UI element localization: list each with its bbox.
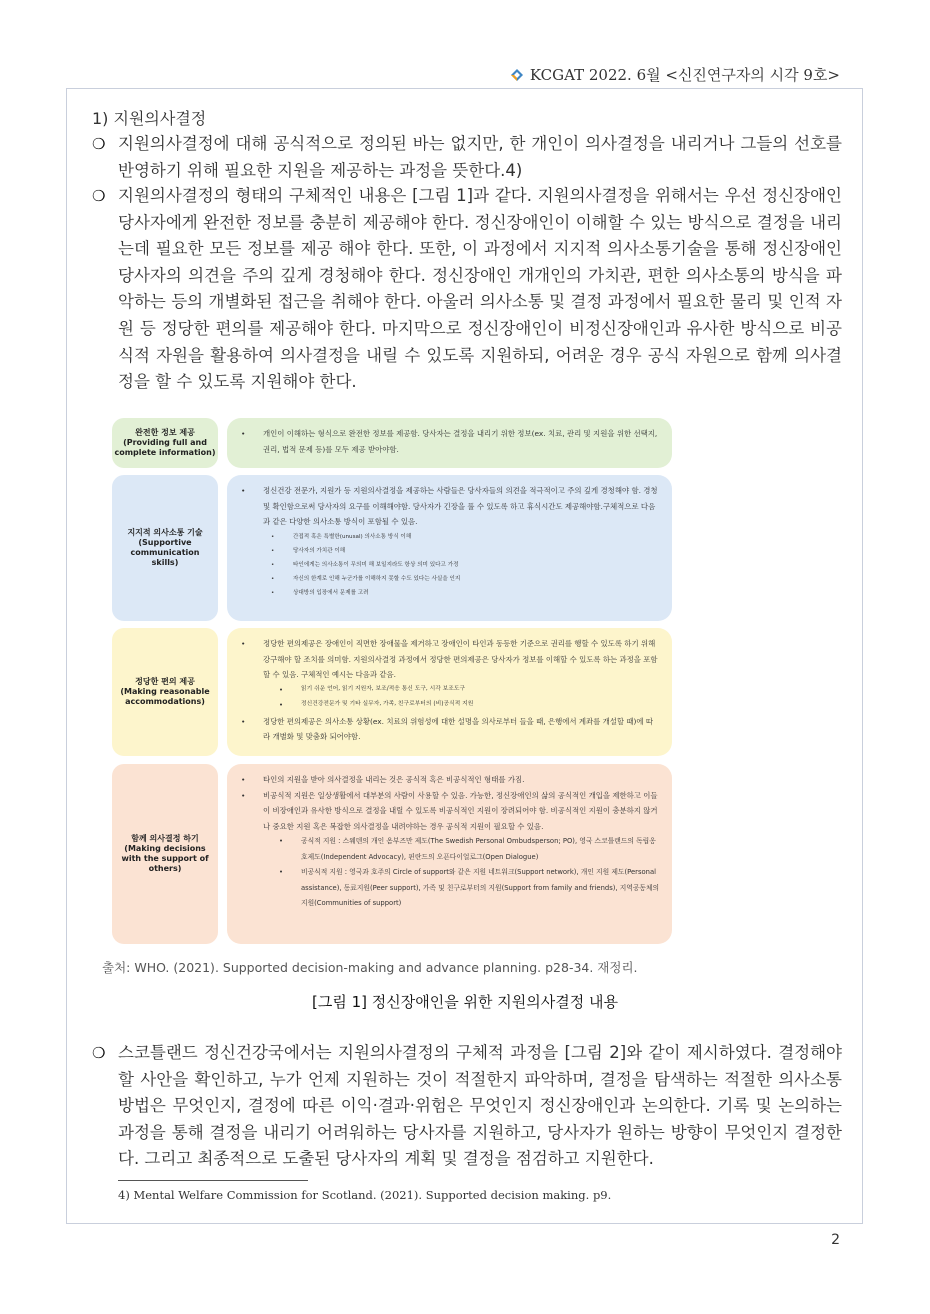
row-item [239, 714, 660, 745]
row-label: 정당한 편의 제공 (Making reasonable accommodations) [112, 628, 218, 756]
sub-item: • 정신건강전문가 및 기타 실무자, 가족, 친구로부터의 (비)공식적 지원 [239, 698, 660, 714]
page-number: 2 [831, 1232, 840, 1248]
row-item [239, 636, 660, 683]
sub-item: • 상대방의 입장에서 문제를 고려 [239, 586, 660, 600]
kcgat-logo-icon [510, 68, 524, 82]
sub-item-text: 상대방의 입장에서 문제를 고려 [293, 589, 369, 596]
sub-item: • 타인에게는 의사소통이 무의미 해 보일지라도 항상 의미 있다고 가정 [239, 558, 660, 572]
figure-source: 출처: WHO. (2021). Supported decision-making and advance planning. p28-34. 재정리. [102, 960, 638, 975]
circle-bullet-icon: ❍ [92, 1044, 106, 1062]
sub-item: • 간접적 혹은 특별한(unusal) 의사소통 방식 이해 [239, 530, 660, 544]
bullet-dot: • [241, 775, 246, 784]
bullet-paragraph-1 [92, 131, 842, 184]
bullet-dot: • [241, 486, 246, 495]
figure-caption: [그림 1] 정신장애인을 위한 지원의사결정 내용 [312, 993, 618, 1011]
sub-item-text: 비공식적 지원 : 영국과 호주의 Circle of support와 같은 지원 네트워크(Support network), 개인 지원 제도(Personal assistance), 동료지원(Peer support), 가족 및 친구로부터의 지원(Support from family and friends), 지역공동체의 지원(Communities of support) [301, 868, 660, 907]
header-text: KCGAT 2022. 6월 <신진연구자의 시각 9호> [529, 66, 840, 84]
bullet-paragraph-3 [92, 1040, 842, 1173]
row-label: 완전한 정보 제공 (Providing full and complete information) [112, 418, 218, 468]
row-item-text: 개인이 이해하는 형식으로 완전한 정보를 제공함. 당사자는 결정을 내리기 위한 정보(ex. 치료, 관리 및 지원을 위한 선택지, 권리, 법적 문제 등)를 모두 제공 받아야함. [263, 429, 658, 454]
footnote: 4) Mental Welfare Commission for Scotland. (2021). Supported decision making. p9. [118, 1188, 612, 1202]
row-label: 함께 의사결정 하기 (Making decisions with the support of others) [112, 764, 218, 944]
sub-item-text: 자신의 한계로 인해 누군가를 이해하지 못할 수도 있다는 사실을 인지 [293, 575, 461, 582]
sub-item: • 읽기 쉬운 언어, 읽기 지원자, 보조/적응 통신 도구, 시각 보조도구 [239, 683, 660, 699]
paragraph-text: 지원의사결정의 형태의 구체적인 내용은 [그림 1]과 같다. 지원의사결정을 위해서는 우선 정신장애인 당사자에게 완전한 정보를 충분히 제공해야 한다. 정신장애인이 이해할 수 있는 방식으로 결정을 내리는데 필요한 모든 정보를 제공 해야 한다. 또한, 이 과정에서 지지적 의사소통기술을 통해 정신장애인 당사자의 의견을 주의 깊게 경청해야 한다. 정신장애인 개개인의 가치관, 편한 의사소통의 방식을 파악하는 등의 개별화된 접근을 취해야 한다. 아울러 의사소통 및 결정 과정에서 필요한 물리 및 인적 자원 등 정당한 편의를 제공해야 한다. 마지막으로 정신장애인이 비정신장애인과 유사한 방식으로 비공식적 자원을 활용하여 의사결정을 내릴 수 있도록 지원하되, 어려운 경우 공식 자원으로 함께 의사결정을 할 수 있도록 지원해야 한다. [118, 186, 842, 392]
circle-bullet-icon: ❍ [92, 187, 106, 205]
row-item-text: 타인의 지원을 받아 의사결정을 내리는 것은 공식적 혹은 비공식적인 형태를 가짐. [263, 775, 525, 784]
row-item [239, 483, 660, 530]
sub-item: • 공식적 지원 : 스웨덴의 개인 옴부즈만 제도(The Swedish Personal Ombudsperson; PO), 영국 스코틀랜드의 독립옹호제도(Independent Advocacy), 핀란드의 오픈다이얼로그(Open Dialogue) [239, 834, 660, 865]
sub-item-text: 공식적 지원 : 스웨덴의 개인 옴부즈만 제도(The Swedish Personal Ombudsperson; PO), 영국 스코틀랜드의 독립옹호제도(Independent Advocacy), 핀란드의 오픈다이얼로그(Open Dialogue) [301, 837, 656, 861]
paragraph-text: 지원의사결정에 대해 공식적으로 정의된 바는 없지만, 한 개인이 의사결정을 내리거나 그들의 선호를 반영하기 위해 필요한 지원을 제공하는 과정을 뜻한다.4) [118, 134, 842, 180]
bullet-dot: • [241, 639, 246, 648]
row-label: 지지적 의사소통 기술 (Supportive communication skills) [112, 475, 218, 621]
sub-item: • 비공식적 지원 : 영국과 호주의 Circle of support와 같은 지원 네트워크(Support network), 개인 지원 제도(Personal assistance), 동료지원(Peer support), 가족 및 친구로부터의 지원(Support from family and friends), 지역공동체의 지원(Communities of support) [239, 865, 660, 912]
sub-item: • 당사자의 가치관 이해 [239, 544, 660, 558]
sub-item-text: 정신건강전문가 및 기타 실무자, 가족, 친구로부터의 (비)공식적 지원 [301, 701, 474, 707]
sub-item-text: 간접적 혹은 특별한(unusal) 의사소통 방식 이해 [293, 533, 412, 540]
circle-bullet-icon: ❍ [92, 135, 106, 153]
row-item [239, 788, 660, 835]
row-item-text: 정당한 편의제공은 장애인이 직면한 장애물을 제거하고 장애인이 타인과 동등한 기준으로 권리를 행할 수 있도록 하기 위해 강구해야 할 조치를 의미함. 지원의사결정 과정에서 정당한 편의제공은 당사자가 정보를 이해할 수 있도록 하는 과정을 포함할 수 있음. 구체적인 예시는 다음과 같음. [263, 639, 658, 679]
section-title: 1) 지원의사결정 [92, 109, 207, 128]
row-item [239, 426, 660, 457]
bullet-dot: • [241, 790, 246, 800]
row-item-text: 비공식적 지원은 일상생활에서 대부분의 사람이 사용할 수 있음. 가능한, 정신장애인의 삶의 공식적인 개입을 제한하고 이들이 비장애인과 유사한 방식으로 결정을 내릴 수 있도록 비공식적인 지원이 장려되어야 함. 비공식적인 지원이 충분하지 않거나 중요한 지원 혹은 복잡한 의사결정을 내려야하는 경우 공식적 지원이 필요할 수 있음. [263, 790, 658, 831]
bullet-dot: • [241, 716, 246, 726]
sub-item: • 자신의 한계로 인해 누군가를 이해하지 못할 수도 있다는 사실을 인지 [239, 572, 660, 586]
row-content [227, 475, 672, 621]
row-item [239, 772, 660, 788]
row-item-text: 정당한 편의제공은 의사소통 상황(ex. 치료의 위험성에 대한 설명을 의사로부터 들을 때, 은행에서 계좌를 개설할 때)에 따라 개별화 및 맞춤화 되어야함. [263, 716, 654, 741]
sub-item-text: 읽기 쉬운 언어, 읽기 지원자, 보조/적응 통신 도구, 시각 보조도구 [301, 685, 466, 692]
row-content [227, 628, 672, 756]
sub-item-text: 당사자의 가치관 이해 [293, 547, 346, 554]
footnote-divider [118, 1180, 308, 1181]
sub-item-text: 타인에게는 의사소통이 무의미 해 보일지라도 항상 의미 있다고 가정 [293, 561, 459, 568]
running-header [510, 64, 840, 85]
paragraph-text: 스코틀랜드 정신건강국에서는 지원의사결정의 구체적 과정을 [그림 2]와 같이 제시하였다. 결정해야 할 사안을 확인하고, 누가 언제 지원하는 것이 적절한지 파악하며, 결정을 탐색하는 적절한 의사소통 방법은 무엇인지, 결정에 따른 이익·결과·위험은 무엇인지 정신장애인과 논의한다. 기록 및 논의하는 과정을 통해 결정을 내리기 어려워하는 당사자를 지원하고, 당사자가 원하는 방향이 무엇인지 결정한다. 그리고 최종적으로 도출된 당사자의 계획 및 결정을 점검하고 지원한다. [118, 1043, 842, 1169]
row-content [227, 418, 672, 468]
row-content [227, 764, 672, 944]
bullet-paragraph-2 [92, 183, 842, 396]
row-item-text: 정신건강 전문가, 지원가 등 지원의사결정을 제공하는 사람들은 당사자들의 의견을 적극적이고 주의 깊게 경청해야 함. 경청 및 확인함으로써 당사자의 요구를 이해해야함. 당사자가 긴장을 풀 수 있도록 하고 휴식시간도 제공해야함.구체적으로 다음과 같은 다양한 의사소통 방식이 포함될 수 있음. [263, 486, 658, 526]
bullet-dot: • [241, 429, 246, 438]
